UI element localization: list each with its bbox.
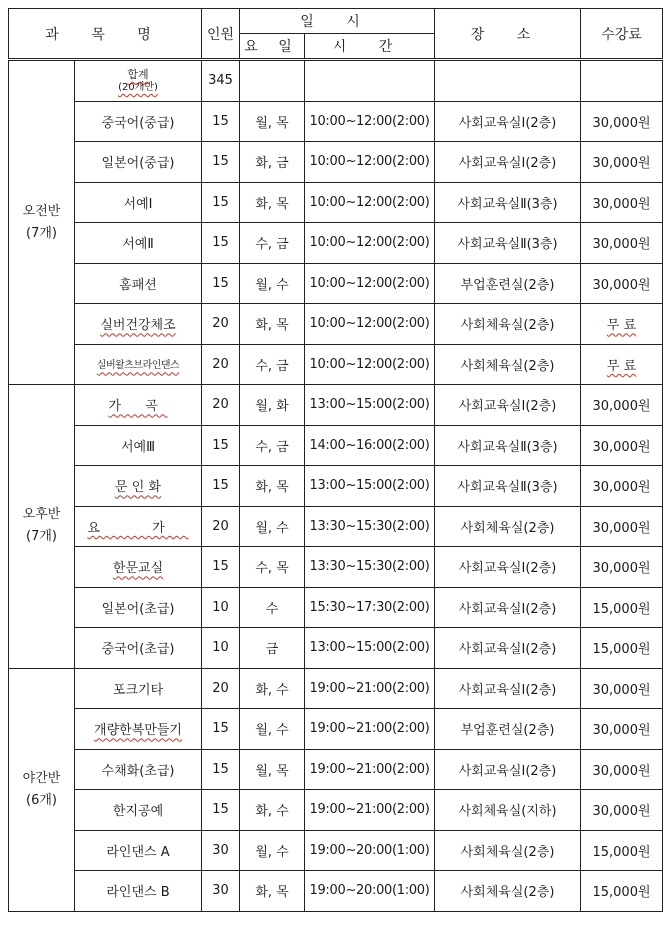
total-fee <box>581 60 663 102</box>
course-count: 30 <box>202 830 240 871</box>
course-row <box>9 385 663 426</box>
course-name: 개량한복만들기 <box>94 723 182 739</box>
course-fee: 30,000원 <box>581 547 663 588</box>
course-name: 일본어(초급) <box>75 587 202 628</box>
course-place: 사회체육실(2층) <box>435 830 581 871</box>
header-time: 시 간 <box>305 34 435 60</box>
course-count: 15 <box>202 425 240 466</box>
course-fee-cell <box>581 344 663 385</box>
course-row <box>9 749 663 790</box>
header-day: 요 일 <box>240 34 305 60</box>
course-day: 화, 수 <box>240 790 305 831</box>
course-name: 중국어(중급) <box>75 101 202 142</box>
course-time: 19:00~21:00(2:00) <box>305 668 435 709</box>
course-row <box>9 344 663 385</box>
course-count: 10 <box>202 587 240 628</box>
course-count: 15 <box>202 101 240 142</box>
course-day: 수, 목 <box>240 547 305 588</box>
course-fee: 30,000원 <box>581 101 663 142</box>
group-count: (7개) <box>26 529 57 545</box>
course-day: 수, 금 <box>240 344 305 385</box>
course-place: 사회체육실(2층) <box>435 344 581 385</box>
course-fee: 15,000원 <box>581 628 663 669</box>
course-fee: 30,000원 <box>581 223 663 264</box>
course-place: 사회체육실(2층) <box>435 506 581 547</box>
course-name-cell <box>75 466 202 507</box>
course-place: 사회교육실Ⅰ(2층) <box>435 142 581 183</box>
course-time: 19:00~21:00(2:00) <box>305 709 435 750</box>
course-time: 10:00~12:00(2:00) <box>305 223 435 264</box>
course-name-cell <box>75 506 202 547</box>
course-name: 가 곡 <box>108 399 168 415</box>
header-datetime: 일 시 <box>240 9 435 34</box>
course-fee: 30,000원 <box>581 385 663 426</box>
course-time: 14:00~16:00(2:00) <box>305 425 435 466</box>
course-name-cell <box>75 344 202 385</box>
course-day: 화, 금 <box>240 142 305 183</box>
course-place: 부업훈련실(2층) <box>435 263 581 304</box>
course-count: 15 <box>202 182 240 223</box>
course-count: 15 <box>202 263 240 304</box>
course-count: 15 <box>202 223 240 264</box>
course-day: 월, 화 <box>240 385 305 426</box>
course-fee: 30,000원 <box>581 182 663 223</box>
group-count: (7개) <box>26 225 57 241</box>
course-row <box>9 263 663 304</box>
course-place: 사회교육실Ⅱ(3층) <box>435 223 581 264</box>
course-place: 사회교육실Ⅱ(3층) <box>435 182 581 223</box>
course-name: 실버건강체조 <box>100 318 176 334</box>
course-row <box>9 304 663 345</box>
course-row <box>9 101 663 142</box>
course-place: 사회교육실Ⅱ(3층) <box>435 466 581 507</box>
course-time: 15:30~17:30(2:00) <box>305 587 435 628</box>
course-fee-cell <box>581 304 663 345</box>
course-name: 포크기타 <box>75 668 202 709</box>
group-name: 오전반 <box>22 203 61 219</box>
total-time <box>305 60 435 102</box>
course-day: 수, 금 <box>240 223 305 264</box>
course-row <box>9 709 663 750</box>
course-time: 10:00~12:00(2:00) <box>305 344 435 385</box>
course-row <box>9 466 663 507</box>
course-row <box>9 871 663 912</box>
course-row <box>9 668 663 709</box>
course-count: 20 <box>202 506 240 547</box>
course-fee: 15,000원 <box>581 830 663 871</box>
course-count: 15 <box>202 466 240 507</box>
course-day: 월, 수 <box>240 830 305 871</box>
group-count: (6개) <box>26 792 57 808</box>
header-subject: 과 목 명 <box>9 9 202 60</box>
course-count: 20 <box>202 344 240 385</box>
course-count: 15 <box>202 142 240 183</box>
course-time: 19:00~20:00(1:00) <box>305 830 435 871</box>
course-day: 월, 수 <box>240 506 305 547</box>
course-fee: 30,000원 <box>581 709 663 750</box>
course-place: 사회교육실Ⅰ(2층) <box>435 385 581 426</box>
course-day: 월, 목 <box>240 749 305 790</box>
course-name: 실버왈츠브라인댄스 <box>96 360 180 372</box>
course-row <box>9 830 663 871</box>
course-row <box>9 547 663 588</box>
course-time: 19:00~20:00(1:00) <box>305 871 435 912</box>
course-time: 10:00~12:00(2:00) <box>305 263 435 304</box>
course-day: 수 <box>240 587 305 628</box>
course-count: 15 <box>202 547 240 588</box>
course-count: 10 <box>202 628 240 669</box>
total-place <box>435 60 581 102</box>
course-day: 수, 금 <box>240 425 305 466</box>
course-day: 화, 수 <box>240 668 305 709</box>
course-name: 홈패션 <box>75 263 202 304</box>
course-row <box>9 628 663 669</box>
course-name: 라인댄스 B <box>75 871 202 912</box>
course-name: 중국어(초급) <box>75 628 202 669</box>
total-day <box>240 60 305 102</box>
course-time: 13:30~15:30(2:00) <box>305 547 435 588</box>
course-time: 10:00~12:00(2:00) <box>305 182 435 223</box>
course-name: 서예Ⅱ <box>75 223 202 264</box>
course-time: 13:30~15:30(2:00) <box>305 506 435 547</box>
course-fee: 30,000원 <box>581 790 663 831</box>
course-place: 사회교육실Ⅰ(2층) <box>435 101 581 142</box>
course-place: 부업훈련실(2층) <box>435 709 581 750</box>
course-name-cell <box>75 304 202 345</box>
course-name: 한지공예 <box>75 790 202 831</box>
course-day: 화, 목 <box>240 182 305 223</box>
course-place: 사회교육실Ⅰ(2층) <box>435 628 581 669</box>
course-time: 13:00~15:00(2:00) <box>305 385 435 426</box>
course-row <box>9 142 663 183</box>
course-row <box>9 587 663 628</box>
header-place: 장 소 <box>435 9 581 60</box>
course-day: 화, 목 <box>240 871 305 912</box>
course-place: 사회체육실(2층) <box>435 871 581 912</box>
total-label: 합계 <box>127 67 149 81</box>
course-fee: 30,000원 <box>581 668 663 709</box>
total-sub: (20개반) <box>118 81 158 93</box>
course-row <box>9 506 663 547</box>
course-fee: 15,000원 <box>581 587 663 628</box>
course-fee: 30,000원 <box>581 506 663 547</box>
course-fee: 무 료 <box>606 358 637 374</box>
course-day: 화, 목 <box>240 466 305 507</box>
course-fee: 15,000원 <box>581 871 663 912</box>
course-day: 금 <box>240 628 305 669</box>
course-name-cell <box>75 547 202 588</box>
course-fee: 30,000원 <box>581 263 663 304</box>
course-count: 20 <box>202 668 240 709</box>
total-label-cell <box>75 60 202 102</box>
group-name: 야간반 <box>22 770 61 786</box>
course-name: 수채화(초급) <box>75 749 202 790</box>
header-count: 인원 <box>202 9 240 60</box>
course-name: 한문교실 <box>112 561 164 577</box>
course-count: 15 <box>202 749 240 790</box>
course-name: 요 가 <box>87 520 189 536</box>
total-row <box>9 60 663 102</box>
course-place: 사회교육실Ⅰ(2층) <box>435 587 581 628</box>
course-place: 사회체육실(2층) <box>435 304 581 345</box>
course-place: 사회교육실Ⅰ(2층) <box>435 547 581 588</box>
course-fee: 30,000원 <box>581 425 663 466</box>
course-time: 19:00~21:00(2:00) <box>305 749 435 790</box>
course-day: 월, 수 <box>240 709 305 750</box>
course-time: 13:00~15:00(2:00) <box>305 628 435 669</box>
total-count: 345 <box>202 60 240 102</box>
group-afternoon <box>9 385 75 669</box>
course-time: 10:00~12:00(2:00) <box>305 101 435 142</box>
course-fee: 30,000원 <box>581 749 663 790</box>
course-day: 화, 목 <box>240 304 305 345</box>
course-fee: 무 료 <box>606 318 637 334</box>
course-fee: 30,000원 <box>581 142 663 183</box>
course-time: 19:00~21:00(2:00) <box>305 790 435 831</box>
group-morning <box>9 60 75 385</box>
course-name: 서예Ⅲ <box>75 425 202 466</box>
course-place: 사회체육실(지하) <box>435 790 581 831</box>
course-count: 30 <box>202 871 240 912</box>
course-place: 사회교육실Ⅰ(2층) <box>435 668 581 709</box>
course-name: 문 인 화 <box>115 480 161 496</box>
course-row <box>9 182 663 223</box>
course-name-cell <box>75 709 202 750</box>
course-count: 20 <box>202 385 240 426</box>
course-day: 월, 수 <box>240 263 305 304</box>
course-name-cell <box>75 385 202 426</box>
course-schedule-table <box>8 8 663 912</box>
course-time: 10:00~12:00(2:00) <box>305 142 435 183</box>
course-name: 서예Ⅰ <box>75 182 202 223</box>
course-place: 사회교육실Ⅱ(3층) <box>435 425 581 466</box>
course-name: 라인댄스 A <box>75 830 202 871</box>
course-row <box>9 425 663 466</box>
course-name: 일본어(중급) <box>75 142 202 183</box>
course-place: 사회교육실Ⅰ(2층) <box>435 749 581 790</box>
course-count: 20 <box>202 304 240 345</box>
group-name: 오후반 <box>22 507 61 523</box>
course-count: 15 <box>202 790 240 831</box>
course-time: 10:00~12:00(2:00) <box>305 304 435 345</box>
course-fee: 30,000원 <box>581 466 663 507</box>
group-evening <box>9 668 75 911</box>
course-day: 월, 목 <box>240 101 305 142</box>
course-row <box>9 790 663 831</box>
header-fee: 수강료 <box>581 9 663 60</box>
course-row <box>9 223 663 264</box>
course-time: 13:00~15:00(2:00) <box>305 466 435 507</box>
course-count: 15 <box>202 709 240 750</box>
